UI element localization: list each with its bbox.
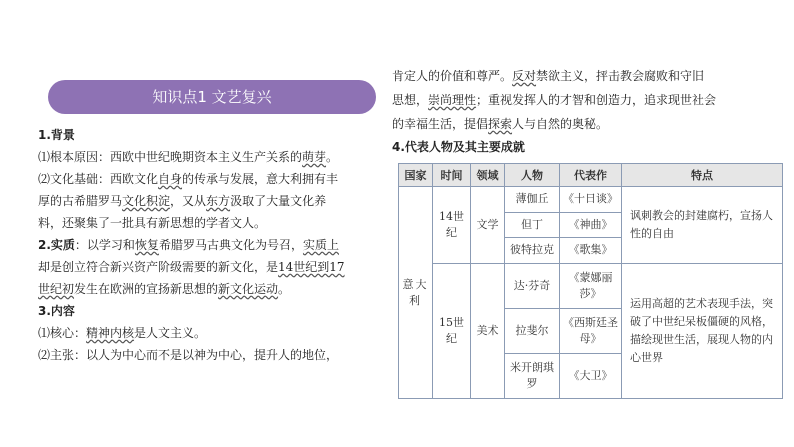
- keyword-period-start: 14世纪到17: [278, 260, 345, 274]
- table-row: [399, 263, 783, 308]
- cell-work: 《蒙娜丽莎》: [560, 263, 622, 308]
- cell-field-literature: 文学: [471, 187, 505, 264]
- keyword-shizhishang: 实质上: [302, 238, 339, 252]
- keyword-mengya: 萌芽: [302, 150, 327, 164]
- cell-feature-literature: 讽刺教会的封建腐朽，宣扬人性的自由: [622, 187, 783, 264]
- table-row: [399, 187, 783, 213]
- cell-work: 《神曲》: [560, 212, 622, 238]
- header-field: 领域: [471, 164, 505, 187]
- section-1-heading: 1.背景: [38, 128, 75, 142]
- cell-country: 意大利: [399, 187, 433, 399]
- banner-title: 知识点1 文艺复兴: [152, 88, 272, 106]
- cell-person: 薄伽丘: [505, 187, 560, 213]
- cell-work: 《歌集》: [560, 238, 622, 264]
- essence-line-1: 2.实质：以学习和恢复希腊罗马古典文化为号召，实质上: [38, 238, 339, 252]
- cell-person: 彼特拉克: [505, 238, 560, 264]
- cell-work: 《大卫》: [560, 353, 622, 398]
- section-4-heading: 4.代表人物及其主要成就: [392, 140, 525, 154]
- left-column: [38, 124, 390, 366]
- keyword-tansuo: 探索: [488, 117, 513, 131]
- cell-feature-art: 运用高超的艺术表现手法，突破了中世纪呆板僵硬的风格，描绘现世生活，展现人物的内心世界: [622, 263, 783, 398]
- cell-person: 达·芬奇: [505, 263, 560, 308]
- cell-person: 但丁: [505, 212, 560, 238]
- keyword-dongfang: 东方: [206, 194, 231, 208]
- header-person: 人物: [505, 164, 560, 187]
- keyword-zishen: 自身: [158, 172, 183, 186]
- cell-time-14c: 14世纪: [433, 187, 471, 264]
- cell-field-art: 美术: [471, 263, 505, 398]
- right-line-3: 的幸福生活，提倡探索人与自然的奥秘。: [392, 117, 609, 131]
- right-line-2: 思想，崇尚理性；重视发挥人的才智和创造力，追求现世社会: [392, 93, 717, 107]
- keyword-jidian: 文化积淀: [122, 194, 171, 208]
- table-header-row: [399, 164, 783, 187]
- content-line-2: ⑵主张：以人为中心而不是以神为中心，提升人的地位，: [38, 348, 339, 362]
- header-country: 国家: [399, 164, 433, 187]
- cell-work: 《十日谈》: [560, 187, 622, 213]
- header-work: 代表作: [560, 164, 622, 187]
- background-line-1: ⑴根本原因：西欧中世纪晚期资本主义生产关系的萌芽。: [38, 150, 339, 164]
- knowledge-point-banner: [48, 80, 376, 114]
- content-line-1: ⑴核心：精神内核是人文主义。: [38, 326, 207, 340]
- section-2-heading: 2.实质: [38, 238, 75, 252]
- essence-line-3: 世纪初发生在欧洲的宣扬新思想的新文化运动。: [38, 282, 291, 296]
- keyword-period-end: 世纪初: [38, 282, 75, 296]
- keyword-jingshenneihe: 精神内核: [86, 326, 135, 340]
- header-feature: 特点: [622, 164, 783, 187]
- cell-person: 拉斐尔: [505, 308, 560, 353]
- section-3-heading: 3.内容: [38, 304, 75, 318]
- cell-time-15c: 15世纪: [433, 263, 471, 398]
- keyword-huifu: 恢复: [134, 238, 159, 252]
- right-line-1: 肯定人的价值和尊严。反对禁欲主义，抨击教会腐败和守旧: [392, 69, 705, 83]
- background-line-3: 厚的古希腊罗马文化积淀，又从东方汲取了大量文化养: [38, 194, 327, 208]
- background-line-4: 料，还聚集了一批具有新思想的学者文人。: [38, 216, 267, 230]
- cell-work: 《西斯廷圣母》: [560, 308, 622, 353]
- cell-person: 米开朗琪罗: [505, 353, 560, 398]
- right-column-text: [392, 64, 772, 136]
- keyword-xinwenhua: 新文化运动: [218, 282, 279, 296]
- representatives-table: [398, 163, 783, 399]
- background-line-2: ⑵文化基础：西欧文化自身的传承与发展，意大利拥有丰: [38, 172, 339, 186]
- keyword-chongshanglixing: 崇尚理性: [428, 93, 477, 107]
- header-time: 时间: [433, 164, 471, 187]
- essence-line-2: 却是创立符合新兴资产阶级需要的新文化，是14世纪到17: [38, 260, 345, 274]
- keyword-fandui: 反对: [512, 69, 537, 83]
